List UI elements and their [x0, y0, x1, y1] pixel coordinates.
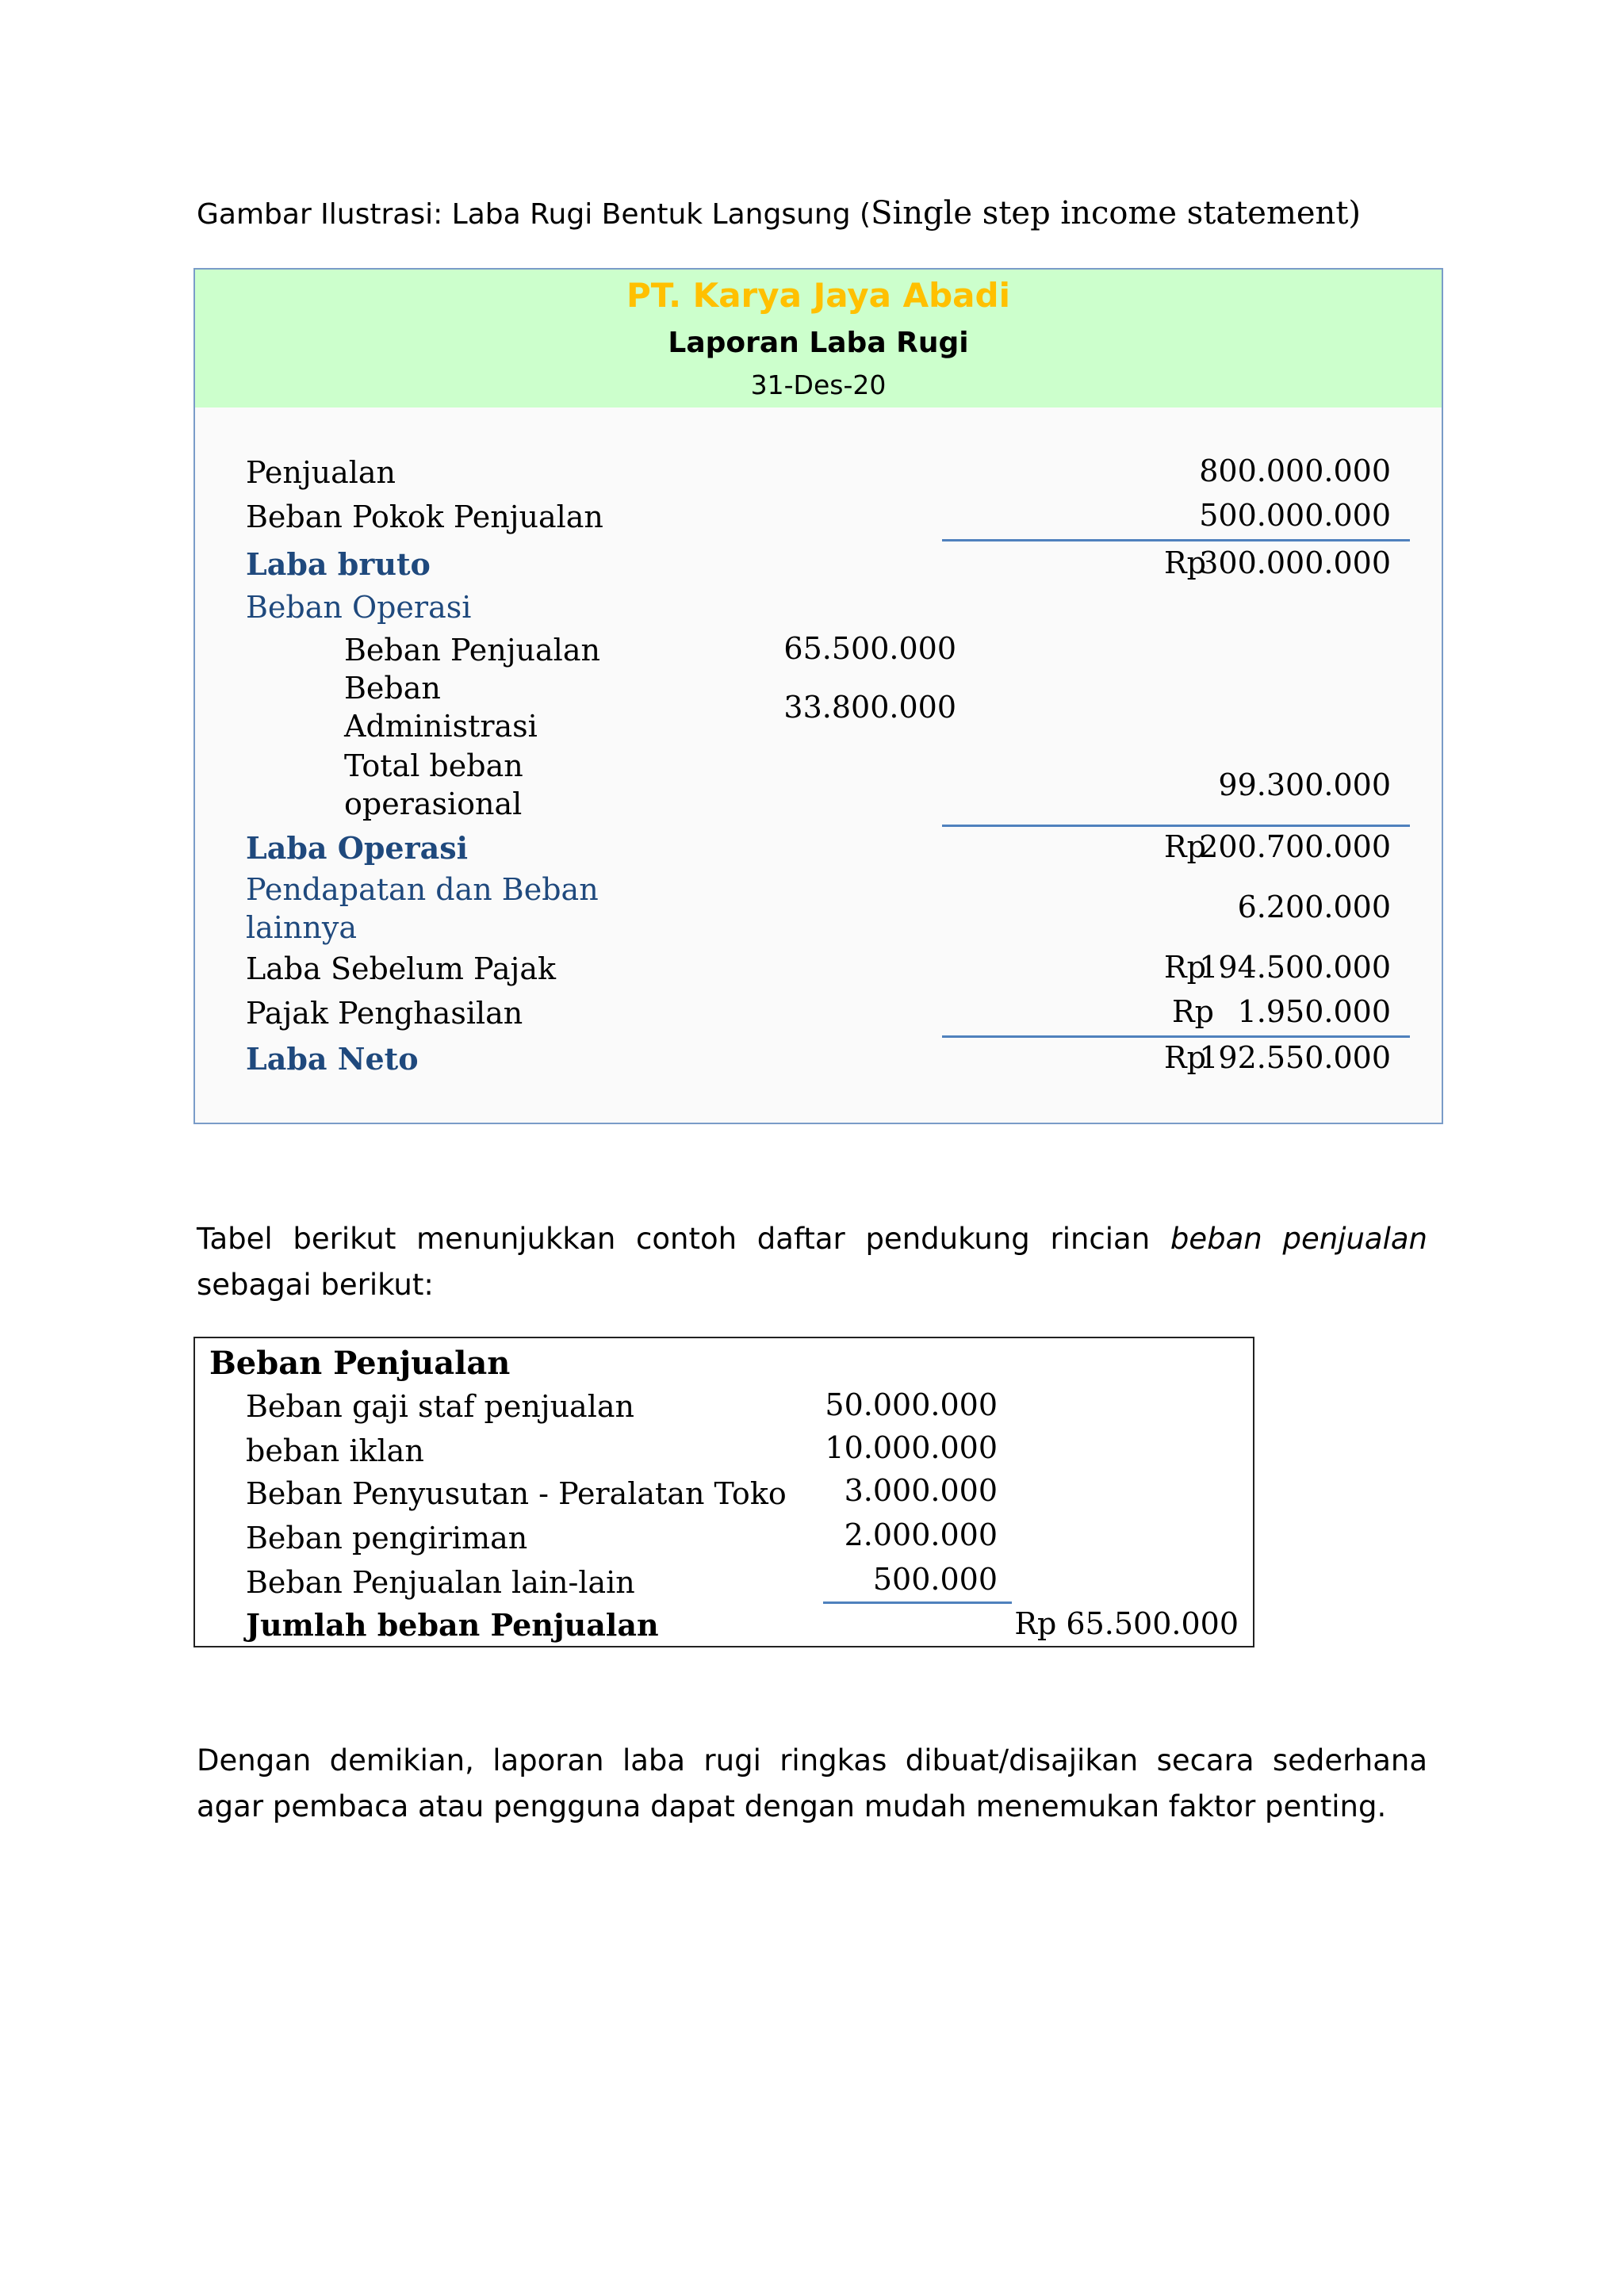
label-pendapatan-lain-2: lainnya: [246, 910, 358, 945]
label-beban-admin-2: Administrasi: [344, 709, 538, 744]
figure-caption: [197, 195, 1361, 232]
amount-laba-neto: 192.550.000: [1199, 1040, 1391, 1075]
paragraph-conclusion: Dengan demikian, laporan laba rugi ringkas dibuat/disajikan secara sederhana agar pembaca atau pengguna dapat dengan mudah menemukan faktor penting.: [197, 1743, 1427, 1823]
amount-laba-operasi: 200.700.000: [1199, 829, 1391, 864]
paragraph-intro-after: sebagai berikut:: [197, 1268, 434, 1302]
currency-laba-operasi: Rp: [1164, 829, 1206, 864]
expense-label: Beban Penjualan lain-lain: [246, 1565, 635, 1600]
amount-penjualan: 800.000.000: [1199, 453, 1391, 488]
expense-amount: 50.000.000: [825, 1387, 998, 1422]
expense-amount: 2.000.000: [844, 1517, 998, 1552]
expense-amount: 10.000.000: [825, 1430, 998, 1465]
label-pendapatan-lain-1: Pendapatan dan Beban: [246, 872, 599, 907]
label-total-beban-1: Total beban: [344, 748, 523, 783]
currency-laba-sebelum-pajak: Rp: [1164, 950, 1206, 985]
amount-laba-bruto: 300.000.000: [1199, 545, 1391, 580]
expense-label: Beban gaji staf penjualan: [246, 1389, 634, 1424]
label-total-beban-2: operasional: [344, 786, 523, 821]
report-title: Laporan Laba Rugi: [668, 327, 969, 359]
amount-hpp: 500.000.000: [1199, 498, 1391, 533]
label-beban-penjualan: Beban Penjualan: [344, 633, 600, 668]
label-pajak: Pajak Penghasilan: [246, 996, 523, 1031]
income-statement: [193, 268, 1443, 1124]
label-beban-operasi: Beban Operasi: [246, 590, 472, 625]
currency-laba-bruto: Rp: [1164, 545, 1206, 580]
report-date: 31-Des-20: [750, 369, 887, 400]
amount-pendapatan-lain: 6.200.000: [1237, 890, 1391, 924]
label-penjualan: Penjualan: [246, 455, 396, 490]
label-laba-bruto: Laba bruto: [246, 546, 431, 582]
label-laba-neto: Laba Neto: [246, 1041, 419, 1077]
expense-amount: 3.000.000: [844, 1473, 998, 1508]
amount-pajak: 1.950.000: [1237, 994, 1391, 1029]
statement-header: [195, 270, 1442, 408]
underline-total-beban: [942, 825, 1410, 827]
amount-total-beban: 99.300.000: [1218, 767, 1391, 802]
caption-part1: Gambar Ilustrasi: Laba Rugi Bentuk Langsung (: [197, 198, 871, 231]
label-laba-operasi: Laba Operasi: [246, 830, 469, 866]
expense-label: Beban Penyusutan - Peralatan Toko: [246, 1476, 787, 1511]
selling-expense-total-label: Jumlah beban Penjualan: [246, 1607, 659, 1643]
expense-label: Beban pengiriman: [246, 1521, 528, 1556]
amount-beban-penjualan: 65.500.000: [783, 631, 956, 666]
underline-hpp: [942, 539, 1410, 541]
label-hpp: Beban Pokok Penjualan: [246, 499, 603, 534]
paragraph-intro: [197, 1216, 1427, 1308]
label-beban-admin-1: Beban: [344, 671, 441, 706]
selling-expense-title: Beban Penjualan: [209, 1345, 511, 1382]
currency-pajak: Rp: [1172, 994, 1214, 1029]
expense-label: beban iklan: [246, 1433, 424, 1468]
paragraph-intro-before: Tabel berikut menunjukkan contoh daftar pendukung rincian: [197, 1222, 1170, 1256]
underline-expenses: [823, 1601, 1012, 1604]
amount-beban-admin: 33.800.000: [783, 690, 956, 725]
underline-pajak: [942, 1035, 1410, 1038]
paragraph-intro-italic: beban penjualan: [1170, 1222, 1427, 1256]
expense-amount: 500.000: [872, 1562, 998, 1597]
selling-expense-table: [193, 1337, 1254, 1647]
selling-expense-total-amount: Rp 65.500.000: [1014, 1606, 1239, 1641]
company-name: PT. Karya Jaya Abadi: [626, 276, 1010, 315]
currency-laba-neto: Rp: [1164, 1040, 1206, 1075]
amount-laba-sebelum-pajak: 194.500.000: [1199, 950, 1391, 985]
caption-part2: Single step income statement): [871, 195, 1361, 232]
label-laba-sebelum-pajak: Laba Sebelum Pajak: [246, 951, 557, 986]
